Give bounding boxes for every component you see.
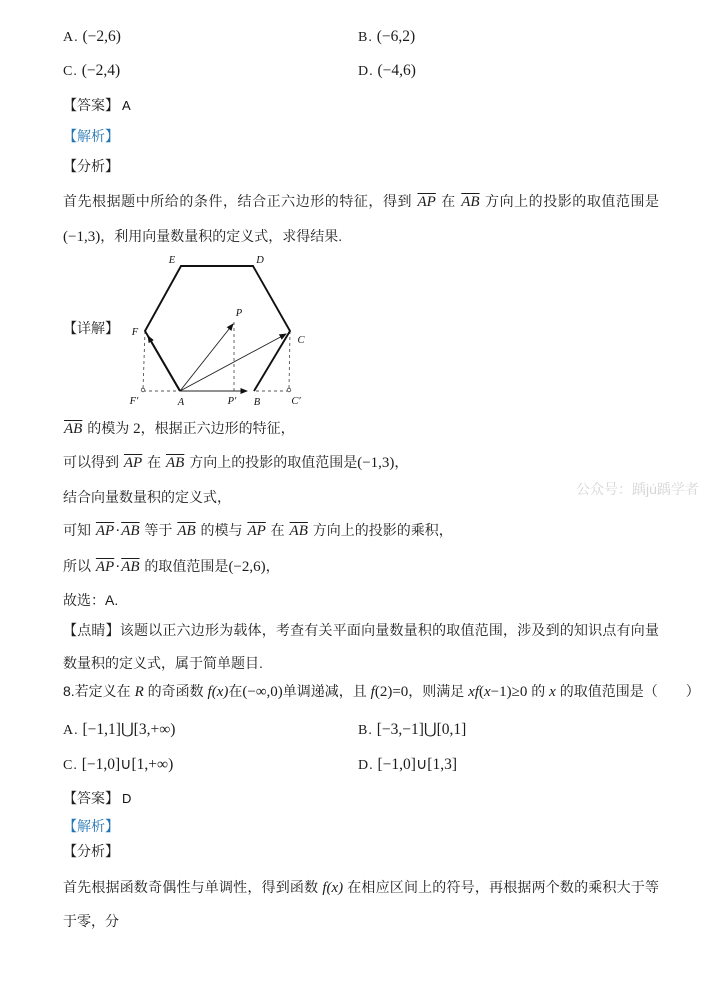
q7-detail-line-5: 所以 $\overline{AP}\cdot\overline{AB}$ 的取值范围是(−2,6)， [63,558,280,575]
q7-detail-line-3: 结合向量数量积的定义式， [63,489,231,505]
q7-analysis-paragraph: 首先根据题中所给的条件，结合正六边形的特征，得到 $\overline{AP}$ 在 $\overline{AB}$ 方向上的投影的取值范围是(−1,3)，利用向量数量积的定义式，求得结果. [63,193,660,245]
vertex-label-c: C [297,335,305,346]
answer-value: A [122,98,131,113]
q8-stem: 8.若定义在 R 的奇函数 f(x)在(−∞,0)单调递减，且 f(2)=0，则满足 xf(x−1)≥0 的 x 的取值范围是（ ） [63,683,700,700]
vertex-label-b: B [253,397,261,408]
option-value: [−3,−1]⋃[0,1] [376,721,467,738]
q7-dianjing-paragraph: 【点睛】该题以正六边形为载体，考查有关平面向量数量积的取值范围，涉及到的知识点有向量数量积的定义式，属于简单题目. [63,622,659,671]
q7-xiangjie-label: 【详解】 [63,320,119,336]
point-label-p-prime: P′ [227,396,237,407]
q8-answer-line [63,788,131,809]
option-letter: C. [63,758,78,773]
option-letter: D. [358,758,374,773]
vertex-label-a: A [177,397,185,408]
option-value: [−1,0]∪[1,+∞) [81,756,174,773]
option-letter: A. [63,723,79,738]
q7-option-d [358,62,416,80]
q7-detail-line-1: $\overline{AB}$ 的模为 2，根据正六边形的特征， [64,420,295,437]
q7-option-c [63,62,120,80]
q8-option-b [358,720,466,739]
q7-conclusion-line: 故选：A. [63,592,119,608]
vertex-label-d: D [256,255,264,266]
hexagon-outline [145,266,290,391]
vector-af-arrow [148,336,180,391]
option-value: (−2,4) [81,62,121,79]
vector-arrows [180,324,286,391]
q7-detail-line-2: 可以得到 $\overline{AP}$ 在 $\overline{AB}$ 方向上的投影的取值范围是(−1,3)， [63,454,409,471]
q7-answer-line [63,95,131,116]
projection-dashed-lines [143,322,290,391]
hexagon-diagram [123,252,315,412]
point-f-prime [141,388,145,392]
q7-option-b [358,28,415,46]
q8-option-c [63,755,173,774]
point-c-prime [287,388,291,392]
q7-fenxi-label: 【分析】 [63,158,119,174]
option-value: (−2,6) [82,28,121,45]
answer-label: 【答案】 [63,790,119,806]
point-label-f-prime: F′ [129,396,139,407]
q8-option-d [358,755,457,774]
q7-jiexi-label: 【解析】 [63,128,119,144]
option-letter: D. [358,64,374,79]
q8-analysis-paragraph: 首先根据函数奇偶性与单调性，得到函数 f(x) 在相应区间上的符号，再根据两个数的乘积大于等于零，分 [63,879,660,929]
q8-jiexi-label: 【解析】 [63,818,119,834]
option-letter: B. [358,723,373,738]
q8-fenxi-label: 【分析】 [63,843,119,859]
point-label-p: P [235,308,243,319]
vertex-label-f: F [131,327,139,338]
q7-option-a [63,28,121,46]
option-letter: A. [63,30,79,45]
option-value: [−1,0]∪[1,3] [377,756,457,773]
option-letter: B. [358,30,373,45]
q8-option-a [63,720,175,739]
q7-detail-line-4: 可知 $\overline{AP}\cdot\overline{AB}$ 等于 $\overline{AB}$ 的模与 $\overline{AP}$ 在 $\overline{AB}$ 方向上的投影的乘积， [63,522,453,539]
answer-value: D [122,791,132,806]
point-label-c-prime: C′ [291,396,301,407]
answer-label: 【答案】 [63,97,119,113]
option-letter: C. [63,64,78,79]
option-value: (−6,2) [376,28,416,45]
option-value: [−1,1]⋃[3,+∞) [82,721,176,738]
watermark: 公众号：踽jú踽学者 [576,481,699,497]
option-value: (−4,6) [377,62,416,79]
vertex-label-e: E [168,255,176,266]
